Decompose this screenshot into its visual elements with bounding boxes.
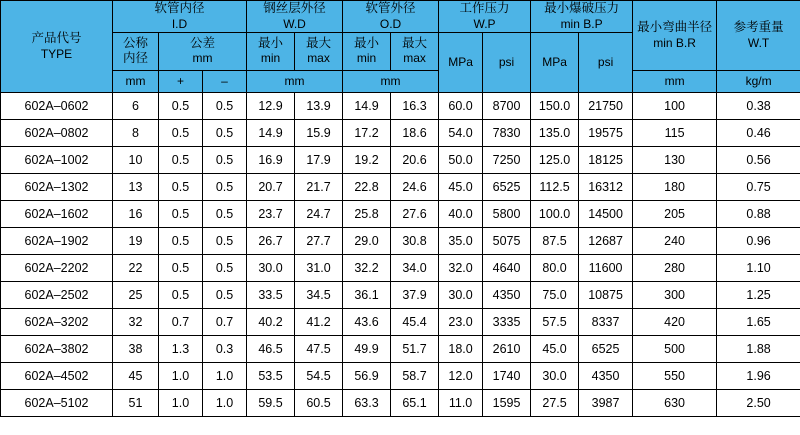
header-sub-tolerance	[159, 32, 247, 70]
cell-type: 602A–5102	[1, 389, 113, 416]
cell-wd-min: 53.5	[247, 362, 295, 389]
header-group-id-cn: 软管内径	[154, 1, 205, 15]
cell-wt: 1.88	[717, 335, 800, 362]
cell-id-nom: 25	[113, 281, 159, 308]
cell-tol-plus: 1.0	[159, 362, 203, 389]
cell-od-max: 27.6	[391, 200, 439, 227]
cell-bp-psi: 19575	[579, 119, 633, 146]
header-group-bp-en: min B.P	[560, 16, 603, 31]
cell-od-min: 29.0	[343, 227, 391, 254]
header-group-id-en: I.D	[171, 16, 188, 31]
cell-wd-max: 60.5	[295, 389, 343, 416]
cell-wt: 0.88	[717, 200, 800, 227]
table-row	[1, 362, 800, 389]
cell-wp-mpa: 32.0	[439, 254, 483, 281]
cell-id-nom: 8	[113, 119, 159, 146]
cell-wt: 2.50	[717, 389, 800, 416]
cell-tol-plus: 0.7	[159, 308, 203, 335]
header-sub-bp-psi: psi	[579, 32, 633, 92]
table-header	[1, 1, 800, 93]
cell-bp-psi: 3987	[579, 389, 633, 416]
cell-tol-plus: 1.0	[159, 389, 203, 416]
cell-wp-mpa: 60.0	[439, 92, 483, 119]
cell-type: 602A–0602	[1, 92, 113, 119]
table-row	[1, 281, 800, 308]
cell-type: 602A–3202	[1, 308, 113, 335]
cell-bp-mpa: 45.0	[531, 335, 579, 362]
cell-tol-plus: 0.5	[159, 92, 203, 119]
cell-wd-max: 21.7	[295, 173, 343, 200]
table-row	[1, 119, 800, 146]
cell-od-max: 18.6	[391, 119, 439, 146]
cell-bp-mpa: 75.0	[531, 281, 579, 308]
header-sub-od-min-l2: min	[356, 51, 377, 66]
header-sub-wd-min-l1: 最小	[258, 35, 284, 50]
cell-wd-max: 54.5	[295, 362, 343, 389]
cell-wd-min: 33.5	[247, 281, 295, 308]
cell-bp-mpa: 135.0	[531, 119, 579, 146]
table-row	[1, 200, 800, 227]
cell-bp-mpa: 112.5	[531, 173, 579, 200]
table-row	[1, 227, 800, 254]
cell-tol-minus: 1.0	[203, 362, 247, 389]
cell-wd-max: 47.5	[295, 335, 343, 362]
cell-tol-plus: 0.5	[159, 173, 203, 200]
header-type-en: TYPE	[40, 46, 73, 61]
header-sub-wd-max-l1: 最大	[306, 35, 332, 50]
cell-bp-mpa: 57.5	[531, 308, 579, 335]
cell-wd-min: 12.9	[247, 92, 295, 119]
cell-wp-psi: 4640	[483, 254, 531, 281]
cell-tol-plus: 1.3	[159, 335, 203, 362]
cell-tol-minus: 0.5	[203, 227, 247, 254]
cell-bp-mpa: 87.5	[531, 227, 579, 254]
cell-od-max: 24.6	[391, 173, 439, 200]
cell-type: 602A–1302	[1, 173, 113, 200]
header-sub-od-max-l2: max	[403, 51, 426, 66]
cell-od-max: 37.9	[391, 281, 439, 308]
cell-od-max: 34.0	[391, 254, 439, 281]
cell-od-max: 51.7	[391, 335, 439, 362]
cell-wp-mpa: 30.0	[439, 281, 483, 308]
cell-wp-mpa: 23.0	[439, 308, 483, 335]
cell-wt: 1.10	[717, 254, 800, 281]
header-sub-wd-max-l2: max	[307, 51, 330, 66]
cell-tol-minus: 0.5	[203, 92, 247, 119]
cell-od-max: 30.8	[391, 227, 439, 254]
cell-bp-mpa: 100.0	[531, 200, 579, 227]
cell-wp-mpa: 18.0	[439, 335, 483, 362]
cell-wd-max: 13.9	[295, 92, 343, 119]
cell-wp-mpa: 45.0	[439, 173, 483, 200]
cell-wp-psi: 5075	[483, 227, 531, 254]
header-group-wt	[717, 1, 800, 71]
cell-od-min: 63.3	[343, 389, 391, 416]
cell-tol-plus: 0.5	[159, 254, 203, 281]
cell-wt: 0.96	[717, 227, 800, 254]
cell-od-min: 49.9	[343, 335, 391, 362]
cell-bp-mpa: 80.0	[531, 254, 579, 281]
header-sub-tolerance-l1: 公差	[190, 35, 216, 50]
cell-wt: 1.96	[717, 362, 800, 389]
cell-type: 602A–1002	[1, 146, 113, 173]
cell-bp-psi: 16312	[579, 173, 633, 200]
header-group-bp	[531, 1, 633, 33]
cell-tol-minus: 0.5	[203, 254, 247, 281]
header-group-od-en: O.D	[379, 16, 402, 31]
header-sub-od-max-l1: 最大	[402, 35, 428, 50]
header-unit-br: mm	[633, 70, 717, 92]
table-row	[1, 254, 800, 281]
cell-wp-mpa: 11.0	[439, 389, 483, 416]
cell-br-mm: 115	[633, 119, 717, 146]
cell-type: 602A–0802	[1, 119, 113, 146]
cell-wp-mpa: 12.0	[439, 362, 483, 389]
header-unit-tol-plus: +	[159, 70, 203, 92]
cell-tol-plus: 0.5	[159, 146, 203, 173]
cell-wd-min: 46.5	[247, 335, 295, 362]
cell-type: 602A–3802	[1, 335, 113, 362]
cell-bp-psi: 14500	[579, 200, 633, 227]
header-unit-row	[1, 70, 800, 92]
cell-wp-mpa: 35.0	[439, 227, 483, 254]
header-group-wd-en: W.D	[283, 16, 306, 31]
header-group-wd-cn: 钢丝层外径	[263, 1, 326, 15]
cell-type: 602A–2502	[1, 281, 113, 308]
cell-wd-max: 31.0	[295, 254, 343, 281]
header-group-br	[633, 1, 717, 71]
cell-br-mm: 630	[633, 389, 717, 416]
cell-od-min: 36.1	[343, 281, 391, 308]
cell-wt: 0.46	[717, 119, 800, 146]
cell-id-nom: 38	[113, 335, 159, 362]
cell-bp-psi: 8337	[579, 308, 633, 335]
header-sub-id-nominal	[113, 32, 159, 70]
cell-tol-plus: 0.5	[159, 200, 203, 227]
header-unit-wd: mm	[247, 70, 343, 92]
cell-id-nom: 19	[113, 227, 159, 254]
header-sub-od-min-l1: 最小	[354, 35, 380, 50]
header-group-br-cn: 最小弯曲半径	[637, 20, 713, 34]
cell-od-min: 22.8	[343, 173, 391, 200]
table-row	[1, 335, 800, 362]
cell-tol-minus: 0.5	[203, 146, 247, 173]
cell-wd-max: 15.9	[295, 119, 343, 146]
cell-bp-mpa: 125.0	[531, 146, 579, 173]
cell-wp-mpa: 54.0	[439, 119, 483, 146]
cell-tol-minus: 1.0	[203, 389, 247, 416]
cell-tol-minus: 0.7	[203, 308, 247, 335]
cell-od-min: 32.2	[343, 254, 391, 281]
cell-wd-min: 23.7	[247, 200, 295, 227]
cell-type: 602A–4502	[1, 362, 113, 389]
header-group-bp-cn: 最小爆破压力	[544, 1, 620, 15]
cell-wd-max: 41.2	[295, 308, 343, 335]
cell-br-mm: 205	[633, 200, 717, 227]
cell-bp-mpa: 150.0	[531, 92, 579, 119]
header-group-wt-cn: 参考重量	[733, 20, 784, 34]
cell-wp-psi: 8700	[483, 92, 531, 119]
cell-bp-mpa: 30.0	[531, 362, 579, 389]
header-group-wp	[439, 1, 531, 33]
table-row	[1, 308, 800, 335]
cell-id-nom: 45	[113, 362, 159, 389]
cell-bp-psi: 4350	[579, 362, 633, 389]
header-sub-id-nominal-l1: 公称	[122, 35, 148, 50]
header-sub-od-min	[343, 32, 391, 70]
cell-id-nom: 22	[113, 254, 159, 281]
header-group-wp-cn: 工作压力	[459, 1, 510, 15]
cell-wt: 0.56	[717, 146, 800, 173]
cell-tol-minus: 0.5	[203, 173, 247, 200]
cell-wt: 0.75	[717, 173, 800, 200]
cell-bp-psi: 10875	[579, 281, 633, 308]
cell-tol-plus: 0.5	[159, 119, 203, 146]
cell-tol-minus: 0.5	[203, 200, 247, 227]
cell-wp-mpa: 40.0	[439, 200, 483, 227]
cell-bp-psi: 12687	[579, 227, 633, 254]
table-row	[1, 92, 800, 119]
cell-type: 602A–1602	[1, 200, 113, 227]
header-type-cn: 产品代号	[31, 31, 82, 45]
header-sub-id-nominal-l2: 内径	[122, 51, 148, 66]
header-group-od	[343, 1, 439, 33]
cell-od-max: 65.1	[391, 389, 439, 416]
table-row	[1, 146, 800, 173]
cell-br-mm: 420	[633, 308, 717, 335]
cell-bp-psi: 11600	[579, 254, 633, 281]
cell-od-max: 20.6	[391, 146, 439, 173]
cell-wt: 1.25	[717, 281, 800, 308]
cell-wp-psi: 7250	[483, 146, 531, 173]
header-group-wd	[247, 1, 343, 33]
cell-br-mm: 500	[633, 335, 717, 362]
cell-wd-min: 30.0	[247, 254, 295, 281]
header-sub-wp-psi: psi	[483, 32, 531, 92]
cell-id-nom: 6	[113, 92, 159, 119]
cell-wd-min: 40.2	[247, 308, 295, 335]
cell-type: 602A–1902	[1, 227, 113, 254]
header-unit-tol-minus: –	[203, 70, 247, 92]
cell-br-mm: 550	[633, 362, 717, 389]
cell-br-mm: 240	[633, 227, 717, 254]
cell-wp-psi: 7830	[483, 119, 531, 146]
cell-wd-min: 14.9	[247, 119, 295, 146]
cell-br-mm: 300	[633, 281, 717, 308]
cell-wd-min: 16.9	[247, 146, 295, 173]
cell-wd-max: 27.7	[295, 227, 343, 254]
header-group-wt-en: W.T	[747, 35, 770, 50]
header-sub-wd-max	[295, 32, 343, 70]
cell-od-max: 58.7	[391, 362, 439, 389]
cell-wt: 1.65	[717, 308, 800, 335]
cell-tol-minus: 0.3	[203, 335, 247, 362]
header-unit-od: mm	[343, 70, 439, 92]
header-unit-wt: kg/m	[717, 70, 800, 92]
cell-tol-minus: 0.5	[203, 119, 247, 146]
header-sub-tolerance-l2: mm	[192, 51, 213, 66]
cell-id-nom: 10	[113, 146, 159, 173]
header-group-row	[1, 1, 800, 33]
header-group-od-cn: 软管外径	[365, 1, 416, 15]
cell-od-min: 25.8	[343, 200, 391, 227]
header-group-wp-en: W.P	[473, 16, 496, 31]
header-group-br-en: min B.R	[653, 35, 696, 50]
cell-wt: 0.38	[717, 92, 800, 119]
cell-id-nom: 16	[113, 200, 159, 227]
cell-type: 602A–2202	[1, 254, 113, 281]
cell-id-nom: 13	[113, 173, 159, 200]
cell-wp-mpa: 50.0	[439, 146, 483, 173]
cell-wp-psi: 6525	[483, 173, 531, 200]
header-sub-wd-min	[247, 32, 295, 70]
cell-wp-psi: 5800	[483, 200, 531, 227]
cell-wp-psi: 2610	[483, 335, 531, 362]
cell-br-mm: 130	[633, 146, 717, 173]
cell-od-max: 45.4	[391, 308, 439, 335]
cell-wd-max: 24.7	[295, 200, 343, 227]
cell-wp-psi: 1595	[483, 389, 531, 416]
cell-bp-mpa: 27.5	[531, 389, 579, 416]
cell-wp-psi: 4350	[483, 281, 531, 308]
cell-tol-plus: 0.5	[159, 227, 203, 254]
cell-wd-max: 34.5	[295, 281, 343, 308]
cell-bp-psi: 21750	[579, 92, 633, 119]
header-group-id	[113, 1, 247, 33]
cell-wd-min: 20.7	[247, 173, 295, 200]
table-body	[1, 92, 800, 416]
header-sub-od-max	[391, 32, 439, 70]
cell-br-mm: 180	[633, 173, 717, 200]
cell-tol-minus: 0.5	[203, 281, 247, 308]
cell-wd-min: 59.5	[247, 389, 295, 416]
cell-od-min: 19.2	[343, 146, 391, 173]
header-sub-wd-min-l2: min	[260, 51, 281, 66]
cell-id-nom: 32	[113, 308, 159, 335]
cell-tol-plus: 0.5	[159, 281, 203, 308]
header-unit-id-nominal: mm	[113, 70, 159, 92]
cell-od-min: 14.9	[343, 92, 391, 119]
cell-wd-max: 17.9	[295, 146, 343, 173]
cell-od-min: 56.9	[343, 362, 391, 389]
cell-od-min: 17.2	[343, 119, 391, 146]
table-row	[1, 173, 800, 200]
cell-wd-min: 26.7	[247, 227, 295, 254]
cell-od-min: 43.6	[343, 308, 391, 335]
cell-bp-psi: 18125	[579, 146, 633, 173]
cell-wp-psi: 1740	[483, 362, 531, 389]
cell-br-mm: 100	[633, 92, 717, 119]
cell-bp-psi: 6525	[579, 335, 633, 362]
header-sub-bp-mpa: MPa	[531, 32, 579, 92]
cell-br-mm: 280	[633, 254, 717, 281]
cell-wp-psi: 3335	[483, 308, 531, 335]
header-sub-wp-mpa: MPa	[439, 32, 483, 92]
header-type-col	[1, 1, 113, 93]
cell-id-nom: 51	[113, 389, 159, 416]
table-row	[1, 389, 800, 416]
cell-od-max: 16.3	[391, 92, 439, 119]
